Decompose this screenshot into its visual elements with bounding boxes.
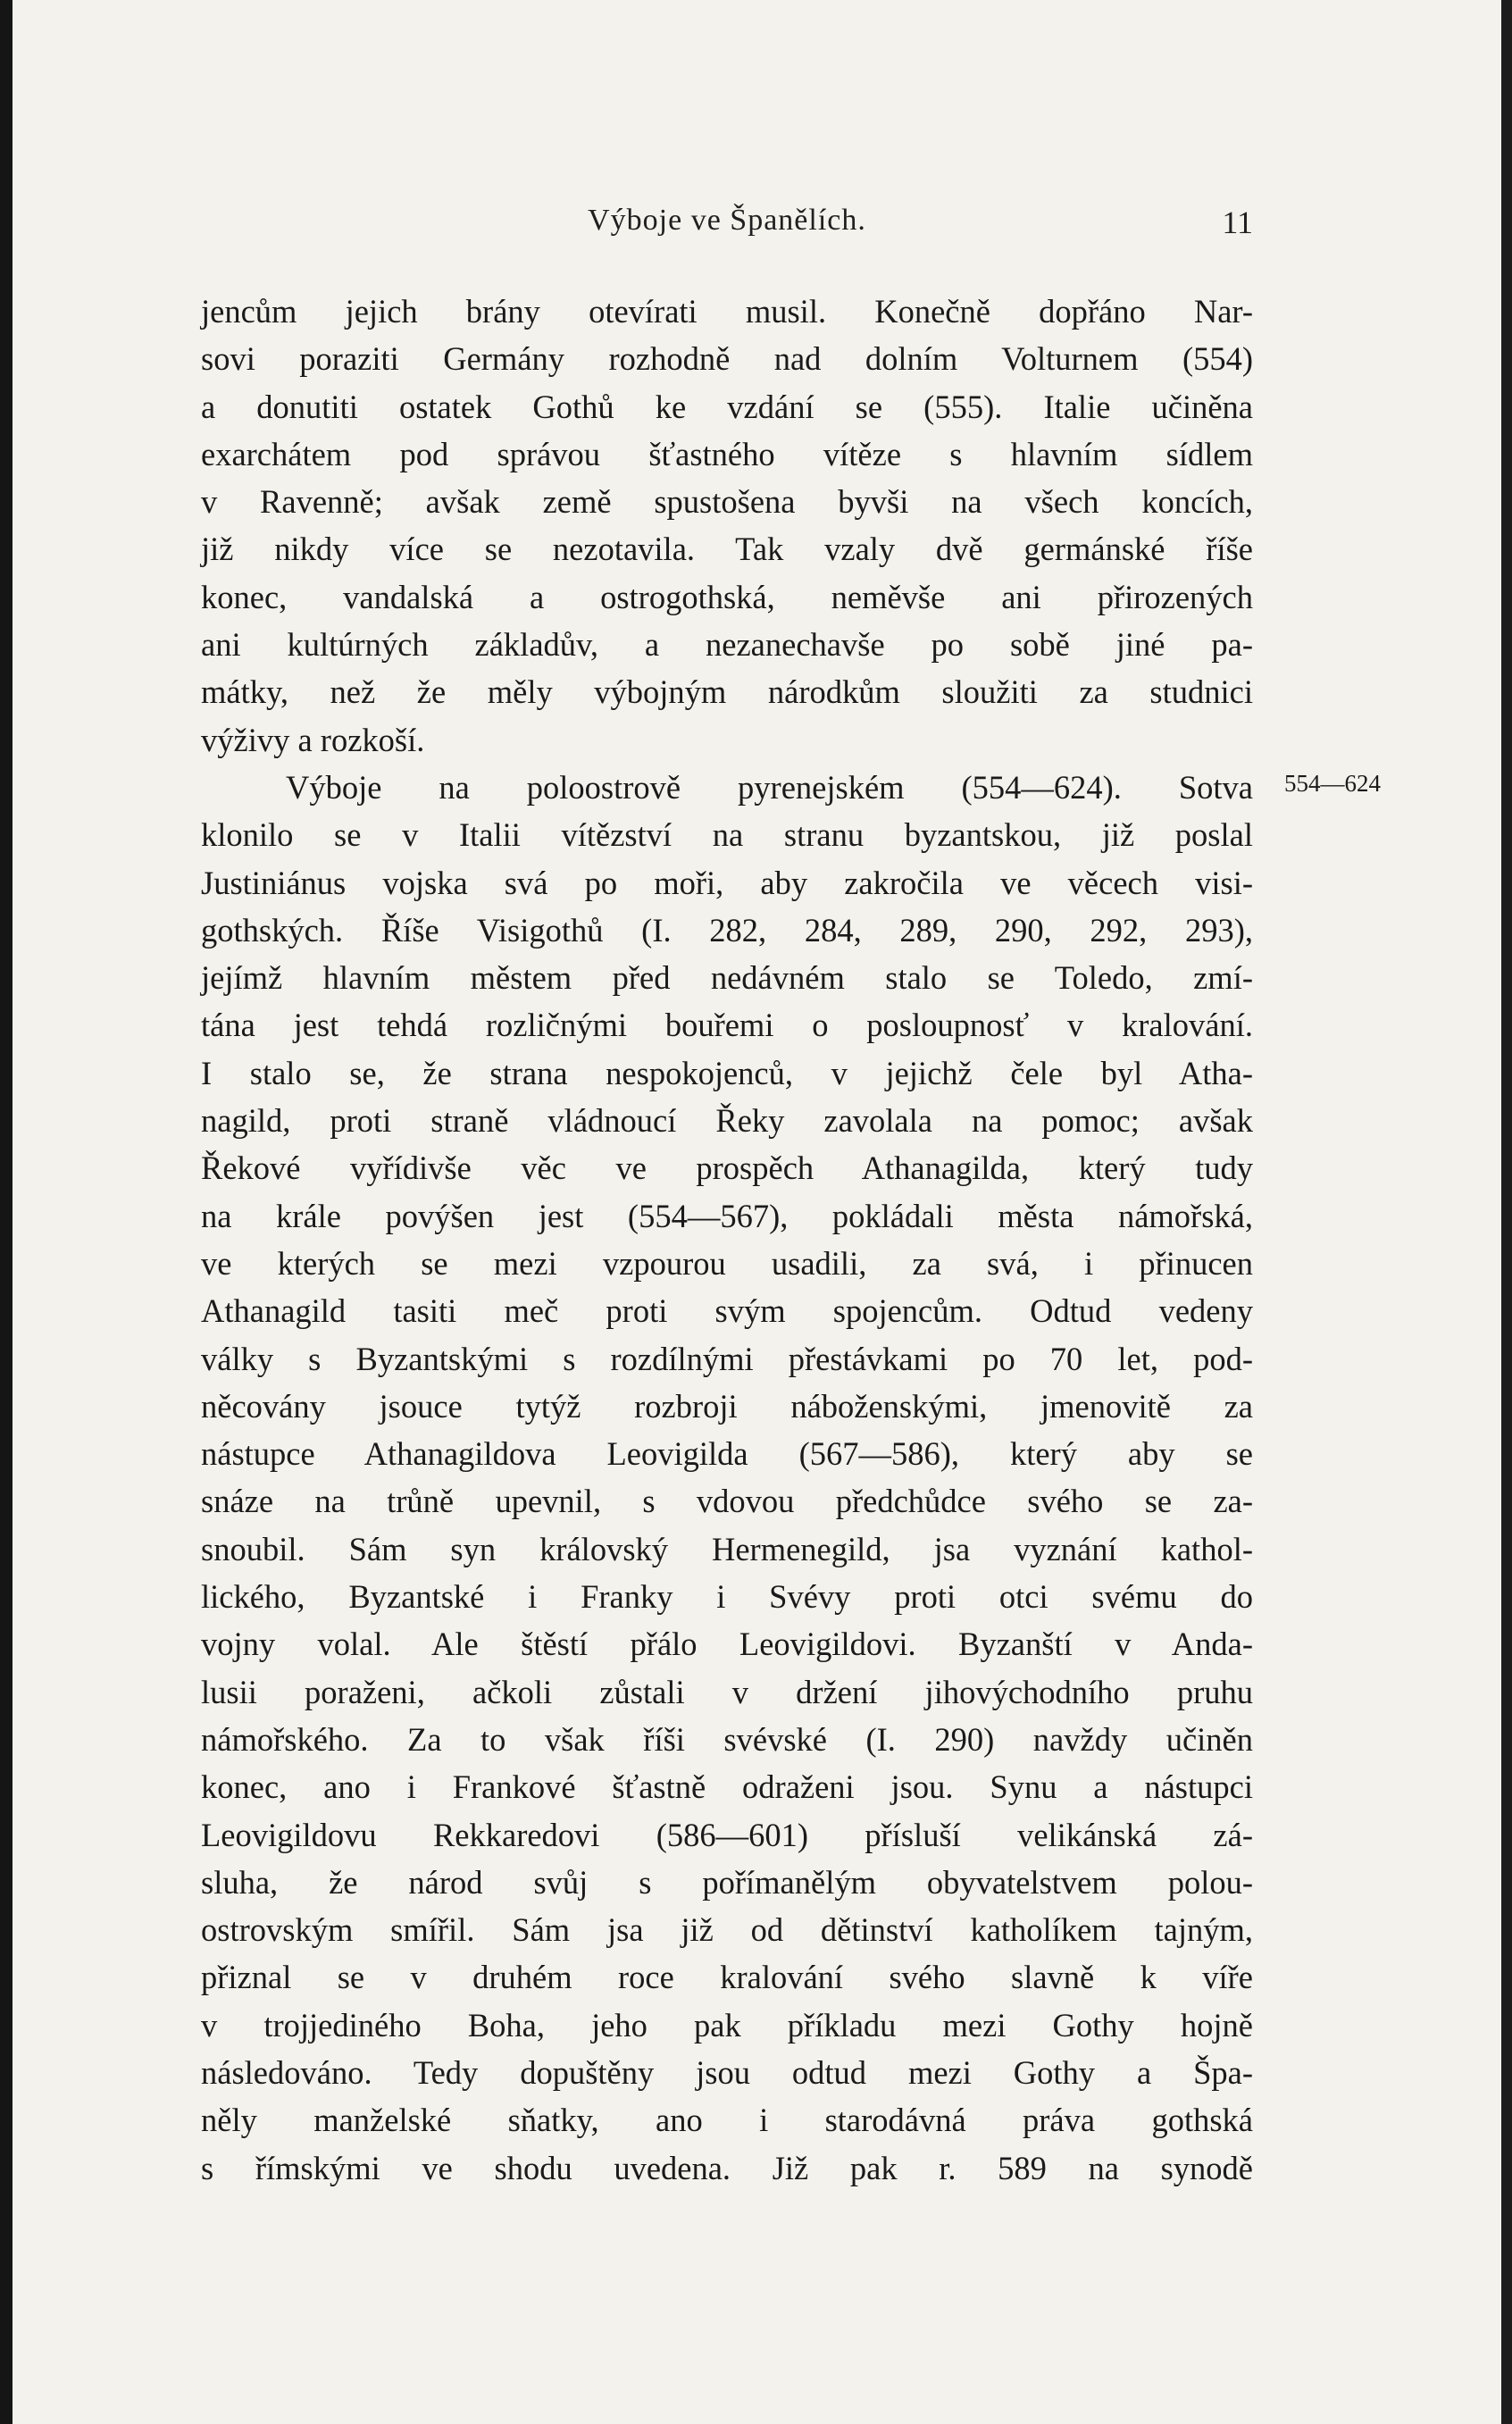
text-line: Justiniánus vojska svá po moři, aby zakročila ve věcech visi- xyxy=(201,864,1253,901)
running-head: Výboje ve Španělích. xyxy=(588,204,866,237)
text-line: v trojjediného Boha, jeho pak příkladu mezi Gothy hojně xyxy=(201,2006,1253,2044)
text-line: ostrovským smířil. Sám jsa již od dětinství katholíkem tajným, xyxy=(201,1911,1253,1949)
text-line: I stalo se, že strana nespokojenců, v jejichž čele byl Atha- xyxy=(201,1054,1253,1091)
text-line: tána jest tehdá rozličnými bouřemi o posloupnosť v kralování. xyxy=(201,1007,1253,1044)
page-header xyxy=(201,204,1253,248)
text-line: Leovigildovu Rekkaredovi (586—601) přísluší velikánská zá- xyxy=(201,1816,1253,1853)
section-heading-line: Výboje na poloostrově pyrenejském (554—624). Sotva xyxy=(286,768,1253,806)
text-line: konec, ano i Frankové šťastně odraženi jsou. Synu a nástupci xyxy=(201,1768,1253,1806)
text-line: lusii poraženi, ačkoli zůstali v držení jihovýchodního pruhu xyxy=(201,1673,1253,1710)
text-line: snáze na trůně upevnil, s vdovou předchůdce svého se za- xyxy=(201,1483,1253,1520)
text-line: nástupce Athanagildova Leovigilda (567—586), který aby se xyxy=(201,1435,1253,1473)
text-line: konec, vandalská a ostrogothská, neměvše ani přirozených xyxy=(201,578,1253,615)
text-line: ani kultúrných základův, a nezanechavše po sobě jiné pa- xyxy=(201,626,1253,664)
text-line: exarchátem pod správou šťastného vítěze s hlavním sídlem xyxy=(201,435,1253,472)
text-line: klonilo se v Italii vítězství na stranu byzantskou, již poslal xyxy=(201,816,1253,854)
text-line: mátky, než že měly výbojným národkům sloužiti za studnici xyxy=(201,673,1253,711)
text-line: ve kterých se mezi vzpourou usadili, za svá, i přinucen xyxy=(201,1244,1253,1282)
text-line: něly manželské sňatky, ano i starodávná práva gothská xyxy=(201,2102,1253,2139)
text-line: Athanagild tasiti meč proti svým spojencům. Odtud vedeny xyxy=(201,1292,1253,1330)
text-line: gothských. Říše Visigothů (I. 282, 284, 289, 290, 292, 293), xyxy=(201,911,1253,949)
text-line: něcovány jsouce tytýž rozbroji náboženskými, jmenovitě za xyxy=(201,1387,1253,1425)
margin-note: 554—624 xyxy=(1284,770,1381,797)
text-line: na krále povýšen jest (554—567), pokládali města námořská, xyxy=(201,1197,1253,1234)
body-text xyxy=(201,288,1253,2192)
text-line: následováno. Tedy dopuštěny jsou odtud mezi Gothy a Špa- xyxy=(201,2053,1253,2091)
text-line: námořského. Za to však říši svévské (I. 290) navždy učiněn xyxy=(201,1720,1253,1758)
text-line: vojny volal. Ale štěstí přálo Leovigildovi. Byzanští v Anda- xyxy=(201,1626,1253,1663)
text-line: války s Byzantskými s rozdílnými přestávkami po 70 let, pod- xyxy=(201,1340,1253,1377)
text-line: nagild, proti straně vládnoucí Řeky zavolala na pomoc; avšak xyxy=(201,1102,1253,1140)
scan-left-edge xyxy=(0,0,13,2424)
text-line: jejímž hlavním městem před nedávném stalo se Toledo, zmí- xyxy=(201,959,1253,997)
text-line: snoubil. Sám syn královský Hermenegild, jsa vyznání kathol- xyxy=(201,1530,1253,1567)
text-line: lického, Byzantské i Franky i Svévy proti otci svému do xyxy=(201,1578,1253,1616)
page-number: 11 xyxy=(1222,205,1253,240)
text-line: již nikdy více se nezotavila. Tak vzaly dvě germánské říše xyxy=(201,531,1253,568)
text-line: v Ravenně; avšak země spustošena byvši na všech koncích, xyxy=(201,483,1253,521)
text-line: jencům jejich brány otevírati musil. Konečně dopřáno Nar- xyxy=(201,293,1253,330)
text-line: s římskými ve shodu uvedena. Již pak r. 589 na synodě xyxy=(201,2149,1253,2186)
text-line: přiznal se v druhém roce kralování svého slavně k víře xyxy=(201,1959,1253,1996)
text-line: a donutiti ostatek Gothů ke vzdání se (555). Italie učiněna xyxy=(201,388,1253,425)
scan-right-edge xyxy=(1501,0,1512,2424)
text-line: výživy a rozkoší. xyxy=(201,721,425,758)
text-line: Řekové vyřídivše věc ve prospěch Athanagilda, který tudy xyxy=(201,1149,1253,1187)
text-line: sovi poraziti Germány rozhodně nad dolním Volturnem (554) xyxy=(201,340,1253,378)
text-line: sluha, že národ svůj s pořímanělým obyvatelstvem polou- xyxy=(201,1863,1253,1901)
